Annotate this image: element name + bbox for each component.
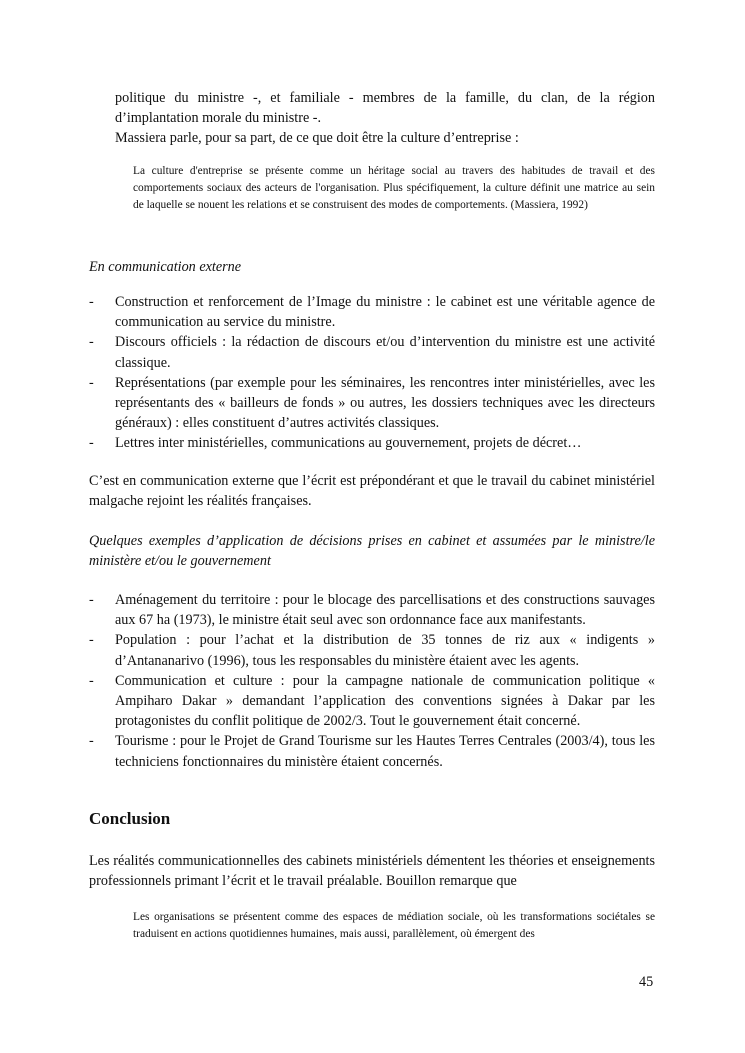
list-item: - Lettres inter ministérielles, communications au gouvernement, projets de décret… bbox=[89, 433, 655, 453]
conclusion-paragraph: Les réalités communicationnelles des cabinets ministériels démentent les théories et enseignements professionnels primant l’écrit et le travail préalable. Bouillon remarque que bbox=[89, 853, 655, 890]
list-item: - Discours officiels : la rédaction de discours et/ou d’intervention du ministre est une activité classique. bbox=[89, 332, 655, 372]
list-item: - Tourisme : pour le Projet de Grand Tourisme sur les Hautes Terres Centrales (2003/4), tous les techniciens fonctionnaires du ministère étaient concernés. bbox=[89, 731, 655, 771]
list-item: - Aménagement du territoire : pour le blocage des parcellisations et des constructions sauvages aux 67 ha (1973), le ministre était seul avec son ordonnance face aux manifestants. bbox=[89, 590, 655, 630]
external-summary-paragraph: C’est en communication externe que l’écrit est prépondérant et que le travail du cabinet ministériel malgache rejoint les réalités françaises. bbox=[89, 473, 655, 510]
massiera-intro: Massiera parle, pour sa part, de ce que doit être la culture d’entreprise : bbox=[115, 130, 519, 146]
conclusion-heading: Conclusion bbox=[89, 809, 171, 828]
list-item: - Représentations (par exemple pour les séminaires, les rencontres inter ministérielles, avec les représentants des « bailleurs de fonds » ou autres, les dossiers techniques avec les directeurs généraux) : elles constituent d’autres activités classiques. bbox=[89, 373, 655, 434]
list-item: - Communication et culture : pour la campagne nationale de communication politique « Ampiharo Dakar » demandant l’application des conventions signées à Dakar par les protagonistes du conflit politique de 2002/3. Tout le gouvernement était concerné. bbox=[89, 671, 655, 732]
section-heading-examples: Quelques exemples d’application de décisions prises en cabinet et assumées par le ministre/le ministère et/ou le gouvernement bbox=[89, 533, 655, 570]
section-heading-external: En communication externe bbox=[89, 259, 242, 275]
intro-paragraph: politique du ministre -, et familiale - membres de la famille, du clan, de la région d’implantation morale du ministre -. bbox=[115, 90, 655, 127]
list-item: - Population : pour l’achat et la distribution de 35 tonnes de riz aux « indigents » d’Antananarivo (1996), tous les responsables du ministère étaient avec les agents. bbox=[89, 630, 655, 670]
block-quote-bouillon: Les organisations se présentent comme des espaces de médiation sociale, où les transformations sociétales se traduisent en actions quotidiennes humaines, mais aussi, parallèlement, où émergent des bbox=[133, 911, 655, 940]
external-communication-list bbox=[89, 292, 655, 454]
examples-list bbox=[89, 590, 655, 772]
page-number: 45 bbox=[639, 974, 654, 990]
block-quote-massiera: La culture d'entreprise se présente comme un héritage social au travers des habitudes de travail et des comportements sociaux des acteurs de l'organisation. Plus spécifiquement, la culture définit une matrice au sein de laquelle se nouent les relations et se construisent des modes de comportements. (Massiera, 1992) bbox=[133, 165, 655, 211]
list-item: - Construction et renforcement de l’Image du ministre : le cabinet est une véritable agence de communication au service du ministre. bbox=[89, 292, 655, 332]
